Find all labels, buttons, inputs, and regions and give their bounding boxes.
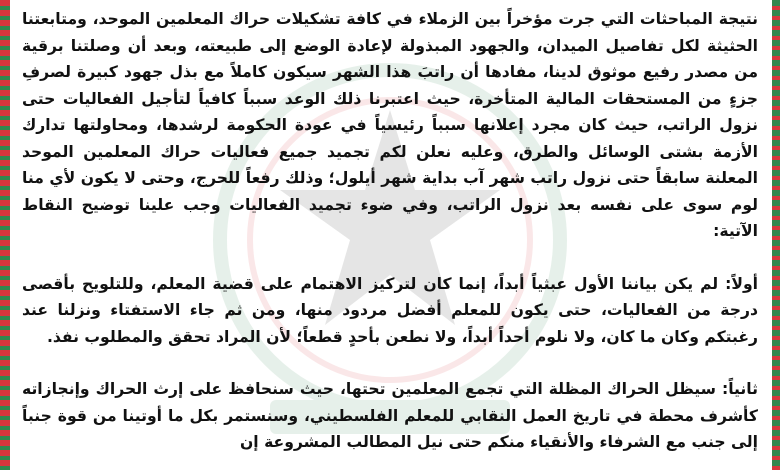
left-border-decoration [0, 0, 10, 470]
paragraph-point-one: أولاً: لم يكن بياننا الأول عبثياً أبداً، إنما كان لتركيز الاهتمام على قضية المعلم، وللتلويح بأقصى درجة من الفعاليات، حتى يكون للمعلم أفضل مردود منها، ومن ثم جاء الاستفتاء ونزلنا عند رغبتكم وكان ما كان، ولا نلوم أحداً أبداً، ولا نطعن بأحدٍ قطعاً؛ لأن المراد تحقق والمطلوب نفذ. [22, 274, 758, 346]
paragraph-intro: نتيجة المباحثات التي جرت مؤخراً بين الزملاء في كافة تشكيلات حراك المعلمين الموحد، ومتابعتنا الحثيثة لكل تفاصيل الميدان، والجهود المبذولة لإعادة الوضع إلى طبيعته، وبعد أن وصلتنا برقية من مصدر رفيع موثوق لدينا، مفادها أن راتبَ هذا الشهر سيكون كاملاً مع بذل جهود كبيرة لصرفِ جزءٍ من المستحقات المالية المتأخرة، حيث اعتبرنا ذلك الوعد سبباً كافياً لتأجيل الفعاليات حتى نزول الراتب، حيث كان مجرد إعلانها سبباً رئيسياً في عودة الحكومة لرشدها، ومحاولتها تدارك الأزمة بشتى الوسائل والطرق، وعليه نعلن لكم تجميد جميع فعاليات حراك المعلمين الموحد المعلنة سابقاً حتى نزول راتب شهر آب بداية شهر أيلول؛ وذلك رفعاً للحرج، وحتى لا يكون لأي منا لوم سوى على نفسه بعد نزول الراتب، وفي ضوء تجميد الفعاليات وجب علينا توضيح النقاط الآتية: [22, 10, 758, 240]
paragraph-point-two: ثانياً: سيظل الحراك المظلة التي تجمع المعلمين تحتها، حيث سنحافظ على إرث الحراك وإنجازاته كأشرف محطة في تاريخ العمل النقابي للمعلم الفلسطيني، وسنستمر بكل ما أوتينا من قوة جنباً إلى جنب مع الشرفاء والأنقياء منكم حتى نيل المطالب المشروعة إن [22, 380, 758, 451]
right-border-decoration [772, 0, 780, 470]
statement-body [22, 6, 758, 470]
